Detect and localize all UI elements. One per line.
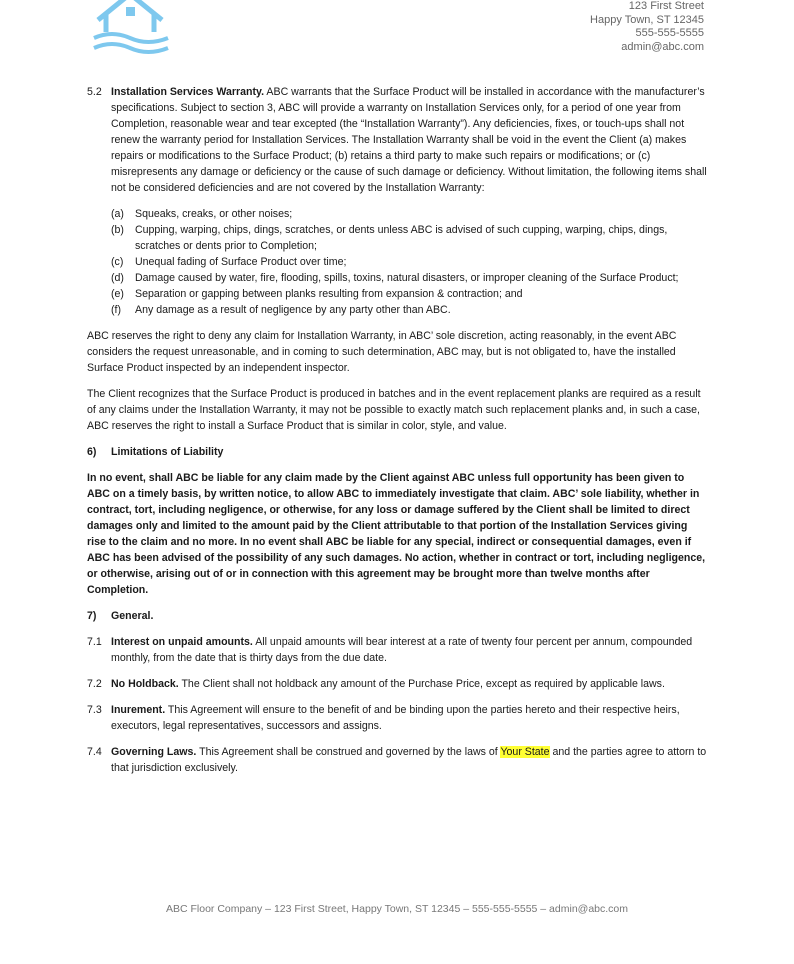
list-label: (b) — [111, 224, 124, 236]
section-number: 7.3 — [87, 704, 102, 716]
section-7-2 — [87, 676, 707, 692]
reserve-paragraph: ABC reserves the right to deny any claim for Installation Warranty, in ABC’ sole discretion, acting reasonably, in the event ABC considers the request unreasonable, and in coming to such determination, ABC may, but is not obligated to, have the installed Surface Product inspected by an independent inspector. — [87, 330, 677, 374]
section-text: This Agreement will ensure to the benefit of and be binding upon the parties hereto and their respective heirs, executors, legal representatives, successors and assigns. — [111, 704, 680, 732]
section-7-heading — [87, 608, 707, 624]
list-text: Squeaks, creaks, or other noises; — [135, 208, 293, 220]
list-label: (e) — [111, 288, 124, 300]
section-number: 6) — [87, 446, 97, 458]
list-item — [111, 270, 707, 286]
section-text: All unpaid amounts will bear interest at a rate of twenty four percent per annum, compounded monthly, from the date that is thirty days from the due date. — [111, 636, 693, 664]
section-text: The Client shall not holdback any amount of the Purchase Price, except as required by applicable laws. — [178, 678, 665, 690]
section-6-heading — [87, 444, 707, 460]
list-item — [111, 286, 707, 302]
section-title: No Holdback. — [111, 678, 179, 690]
list-item — [111, 302, 707, 318]
section-text: This Agreement shall be construed and governed by the laws of — [196, 746, 501, 758]
section-7-1 — [87, 634, 707, 666]
address-city: Happy Town, ST 12345 — [590, 13, 704, 26]
exclusions-list — [111, 206, 707, 318]
list-item — [111, 222, 707, 254]
company-address — [590, 0, 704, 54]
list-text: Cupping, warping, chips, dings, scratches, or dents unless ABC is advised of such cupping, warping, chips, dings, scratches or dents prior to Completion; — [135, 224, 668, 252]
section-number: 7.2 — [87, 678, 102, 690]
section-text: ABC warrants that the Surface Product will be installed in accordance with the manufacturer’s specifications. Subject to section 3, ABC will provide a warranty on Installation Services only, for a period of one year from Completion, reasonable wear and tear excepted (the “Installation Warranty”). Any deficiencies, fixes, or touch-ups shall not renew the warranty period for Installation Services. The Installation Warranty shall be void in the event the Client (a) makes repairs or modifications to the Surface Product; (b) retains a third party to make such repairs or modifications; or (c) misrepresents any damage or deficiency or the cause of such damage or deficiency. Without limitation, the following items shall not be considered deficiencies and are not covered by the Installation Warranty: — [111, 86, 707, 194]
list-text: Any damage as a result of negligence by any party other than ABC. — [135, 304, 451, 316]
list-item — [111, 254, 707, 270]
list-item — [111, 206, 707, 222]
section-title: Governing Laws. — [111, 746, 197, 758]
address-street: 123 First Street — [628, 0, 704, 12]
house-waves-logo — [92, 0, 172, 58]
section-number: 7) — [87, 610, 97, 622]
section-title: Interest on unpaid amounts. — [111, 636, 253, 648]
list-label: (d) — [111, 272, 124, 284]
section-7-3 — [87, 702, 707, 734]
section-5-2 — [87, 84, 707, 196]
section-number: 5.2 — [87, 86, 102, 98]
highlighted-placeholder: Your State — [500, 746, 550, 758]
list-label: (c) — [111, 256, 124, 268]
list-text: Damage caused by water, fire, flooding, spills, toxins, natural disasters, or improper cleaning of the Surface Product; — [135, 272, 679, 284]
list-text: Unequal fading of Surface Product over time; — [135, 256, 347, 268]
address-phone: 555-555-5555 — [635, 27, 704, 40]
document-body — [87, 84, 707, 786]
batches-paragraph: The Client recognizes that the Surface Product is produced in batches and in the event replacement planks are required as a result of any claims under the Installation Warranty, it may not be possible to exactly match such replacement planks and, in such a case, ABC reserves the right to install a Surface Product that is similar in color, style, and value. — [87, 388, 701, 432]
section-number: 7.1 — [87, 636, 102, 648]
list-text: Separation or gapping between planks resulting from expansion & contraction; and — [135, 288, 523, 300]
list-label: (a) — [111, 208, 124, 220]
section-title: Limitations of Liability — [111, 446, 224, 458]
page-footer: ABC Floor Company – 123 First Street, Happy Town, ST 12345 – 555-555-5555 – admin@abc.com — [165, 903, 628, 915]
section-title: General. — [111, 610, 154, 622]
section-number: 7.4 — [87, 746, 102, 758]
liability-paragraph: In no event, shall ABC be liable for any claim made by the Client against ABC unless full opportunity has been given to ABC on a timely basis, by written notice, to allow ABC to immediately investigate that claim. ABC’ sole liability, whether in contract, tort, including negligence, or otherwise, for any loss or damage suffered by the Client shall be limited to direct damages only and limited to the amount paid by the Client attributable to that portion of the Installation Services giving rise to the claim and no more. In no event shall ABC be liable for any special, indirect or consequential damages, even if ABC has been advised of the possibility of any such damages. No action, whether in contract or tort, including negligence, or otherwise, arising out of or in connection with this agreement may be brought more than twelve months after Completion. — [87, 472, 706, 596]
list-label: (f) — [111, 304, 121, 316]
section-title: Inurement. — [111, 704, 166, 716]
section-title: Installation Services Warranty. — [111, 86, 265, 98]
address-email: admin@abc.com — [621, 40, 704, 53]
section-text: and the parties agree to attorn to that jurisdiction exclusively. — [111, 746, 707, 774]
section-7-4 — [87, 744, 707, 776]
